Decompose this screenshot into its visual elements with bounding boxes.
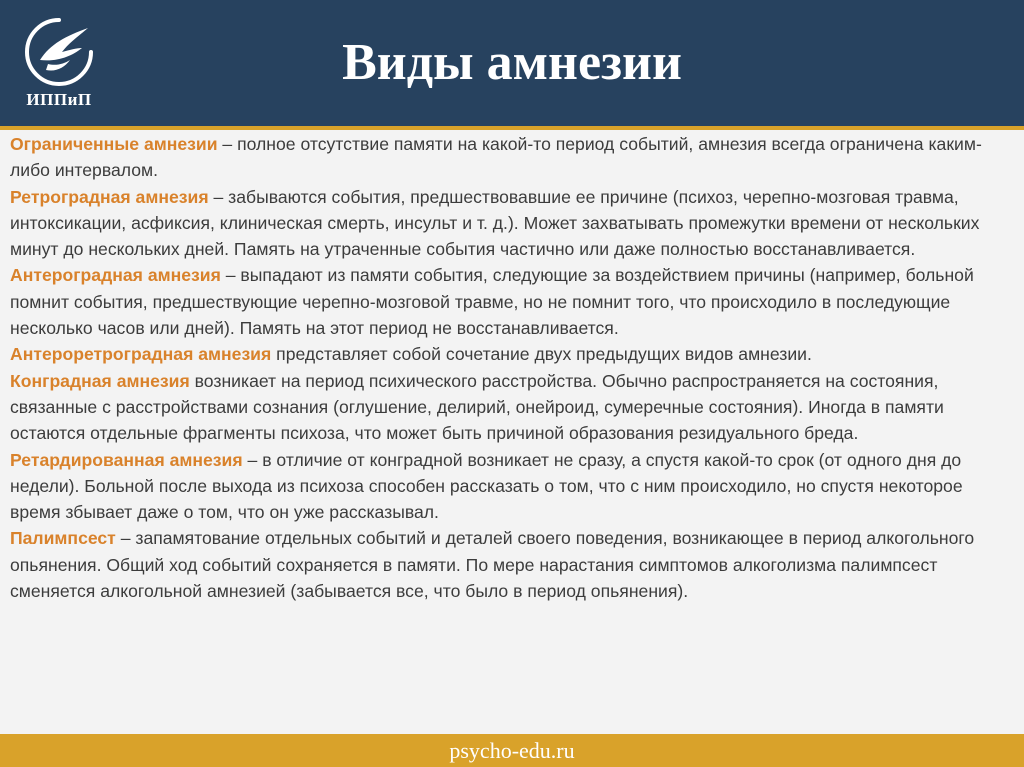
footer-bar: [0, 734, 1024, 767]
header-divider: [0, 126, 1024, 130]
definition: возникает на период психического расстройства. Обычно распространяется на состояния, связанные с расстройствами сознания (оглушение, делирий, онейроид, сумеречные состояния). Иногда в памяти остаются отдельные фрагменты психоза, что может быть причиной образования резидуального бреда.: [10, 370, 944, 444]
paragraph-palimpsest: [10, 525, 1014, 604]
definition: – полное отсутствие памяти на какой-то период событий, амнезия всегда ограничена каким-либо интервалом.: [10, 134, 982, 181]
page-title: Виды амнезии: [342, 34, 682, 91]
content-area: [10, 131, 1014, 604]
paragraph-retrograde-amnesia: [10, 184, 1014, 263]
definition: – выпадают из памяти события, следующие за воздействием причины (например, больной помнит события, предшествующие черепно-мозговой травме, но не помнит того, что происходило в последующие несколько часов или дней). Память на этот период не восстанавливается.: [10, 265, 974, 339]
definition: представляет собой сочетание двух предыдущих видов амнезии.: [271, 344, 812, 365]
term: Ретардированная амнезия: [10, 449, 243, 470]
header-bar: [0, 0, 1024, 126]
paragraph-anteroretrograde-amnesia: [10, 341, 1014, 367]
term: Ограниченные амнезии: [10, 134, 218, 154]
paragraph-anterograde-amnesia: [10, 262, 1014, 341]
paragraph-limited-amnesia: [10, 131, 1014, 184]
paragraph-congrade-amnesia: [10, 368, 1014, 447]
definition: – запамятование отдельных событий и деталей своего поведения, возникающее в период алкогольного опьянения. Общий ход событий сохраняется в памяти. По мере нарастания симптомов алкоголизма палимпсест сменяется алкогольной амнезией (забывается все, что было в период опьянения).: [10, 528, 975, 602]
logo-text: ИППиП: [26, 90, 92, 109]
term: Антероретроградная амнезия: [10, 344, 272, 365]
definition: – в отличие от конградной возникает не сразу, а спустя какой-то срок (от одного дня до недели). Больной после выхода из психоза способен рассказать о том, что с ним происходило, но спустя некоторое время збывает даже о том, что он уже рассказывал.: [10, 449, 963, 523]
paragraph-retarded-amnesia: [10, 447, 1014, 526]
term: Палимпсест: [10, 528, 116, 549]
definition: – забываются события, предшествовавшие ее причине (психоз, черепно-мозговая травма, интоксикации, асфиксия, клиническая смерть, инсульт и т. д.). Может захватывать промежутки времени от нескольких минут до нескольких дней. Память на утраченные события частично или даже полностью восстанавливается.: [10, 186, 980, 260]
term: Антероградная амнезия: [10, 265, 221, 286]
term: Ретроградная амнезия: [10, 186, 209, 207]
footer-site: psycho-edu.ru: [449, 738, 575, 763]
term: Конградная амнезия: [10, 370, 190, 391]
